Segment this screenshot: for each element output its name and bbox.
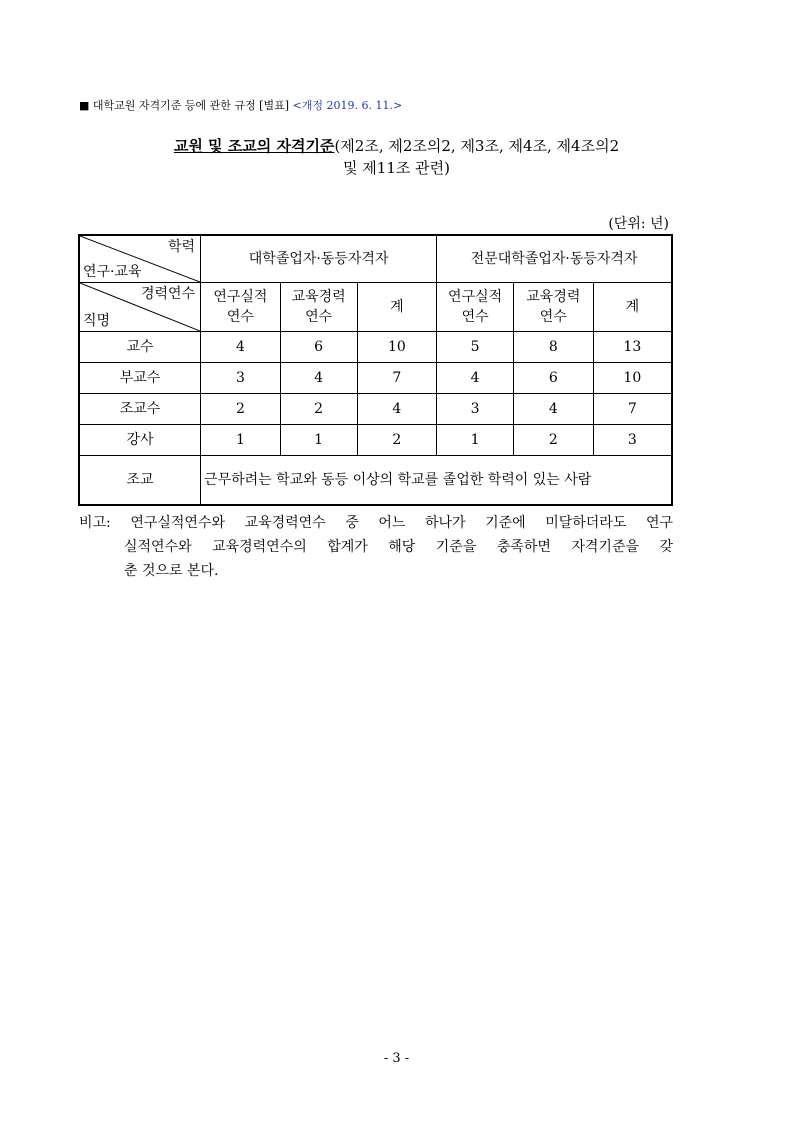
table-cell: 4 <box>280 363 357 394</box>
table-cell: 3 <box>437 394 514 425</box>
remarks-line-1: 비고: 연구실적연수와 교육경력연수 중 어느 하나가 기준에 미달하더라도 연구 <box>79 515 673 531</box>
table-cell: 1 <box>201 425 281 456</box>
regulation-name: 대학교원 자격기준 등에 관한 규정 [별표] <box>92 99 289 112</box>
group-header-university: 대학졸업자·동등자격자 <box>201 235 437 283</box>
table-cell: 6 <box>513 363 593 394</box>
table-cell: 4 <box>513 394 593 425</box>
table-cell: 4 <box>201 332 281 363</box>
table-cell: 3 <box>593 425 672 456</box>
remarks <box>79 511 673 583</box>
table-cell: 1 <box>437 425 514 456</box>
table-cell: 6 <box>280 332 357 363</box>
table-row <box>79 425 672 456</box>
table-cell: 7 <box>357 363 437 394</box>
row-title: 조교 <box>79 456 201 506</box>
table-row <box>79 394 672 425</box>
assistant-qualification-text: 근무하려는 학교와 동등 이상의 학교를 졸업한 학력이 있는 사람 <box>201 456 672 506</box>
subheader-research-years-1: 연구실적 연수 <box>201 283 281 332</box>
table-cell: 4 <box>437 363 514 394</box>
corner-cell-career <box>79 283 201 332</box>
row-title: 교수 <box>79 332 201 363</box>
table-cell: 1 <box>280 425 357 456</box>
table-cell: 2 <box>280 394 357 425</box>
subheader-teaching-years-2: 교육경력 연수 <box>513 283 593 332</box>
qualification-table <box>78 234 673 506</box>
table-row <box>79 363 672 394</box>
subheader-research-years-2: 연구실적 연수 <box>437 283 514 332</box>
table-cell: 2 <box>201 394 281 425</box>
table-cell: 8 <box>513 332 593 363</box>
table-cell: 7 <box>593 394 672 425</box>
group-header-college: 전문대학졸업자·동등자격자 <box>437 235 672 283</box>
title-ref-line2: 및 제11조 관련) <box>343 159 450 177</box>
corner-label-research-teaching: 연구·교육 <box>83 264 142 280</box>
amendment-link[interactable]: <개정 2019. 6. 11.> <box>292 99 403 112</box>
table-cell: 3 <box>201 363 281 394</box>
row-title: 조교수 <box>79 394 201 425</box>
subheader-teaching-years-1: 교육경력 연수 <box>280 283 357 332</box>
table-row <box>79 456 672 506</box>
corner-label-position: 직명 <box>83 313 111 329</box>
subheader-total-1: 계 <box>357 283 437 332</box>
row-title: 강사 <box>79 425 201 456</box>
regulation-header <box>79 97 402 113</box>
subheader-total-2: 계 <box>593 283 672 332</box>
square-bullet-icon: ■ <box>79 99 90 112</box>
table-cell: 10 <box>593 363 672 394</box>
row-title: 부교수 <box>79 363 201 394</box>
remarks-line-2: 실적연수와 교육경력연수의 합계가 해당 기준을 충족하면 자격기준을 갖 <box>124 539 673 555</box>
unit-label: (단위: 년) <box>608 216 669 232</box>
table-cell: 2 <box>513 425 593 456</box>
remarks-line-3: 춘 것으로 본다. <box>124 563 219 579</box>
table-row <box>79 332 672 363</box>
table-cell: 5 <box>437 332 514 363</box>
title-main: 교원 및 조교의 자격기준 <box>173 137 335 155</box>
table-cell: 10 <box>357 332 437 363</box>
table-cell: 2 <box>357 425 437 456</box>
table-cell: 13 <box>593 332 672 363</box>
page-number: - 3 - <box>383 1051 410 1066</box>
corner-label-degree: 학력 <box>167 239 196 255</box>
table-cell: 4 <box>357 394 437 425</box>
corner-cell-education <box>79 235 201 283</box>
document-title <box>0 135 793 179</box>
corner-label-career-years: 경력연수 <box>140 286 196 302</box>
title-ref-line1: (제2조, 제2조의2, 제3조, 제4조, 제4조의2 <box>334 137 620 155</box>
